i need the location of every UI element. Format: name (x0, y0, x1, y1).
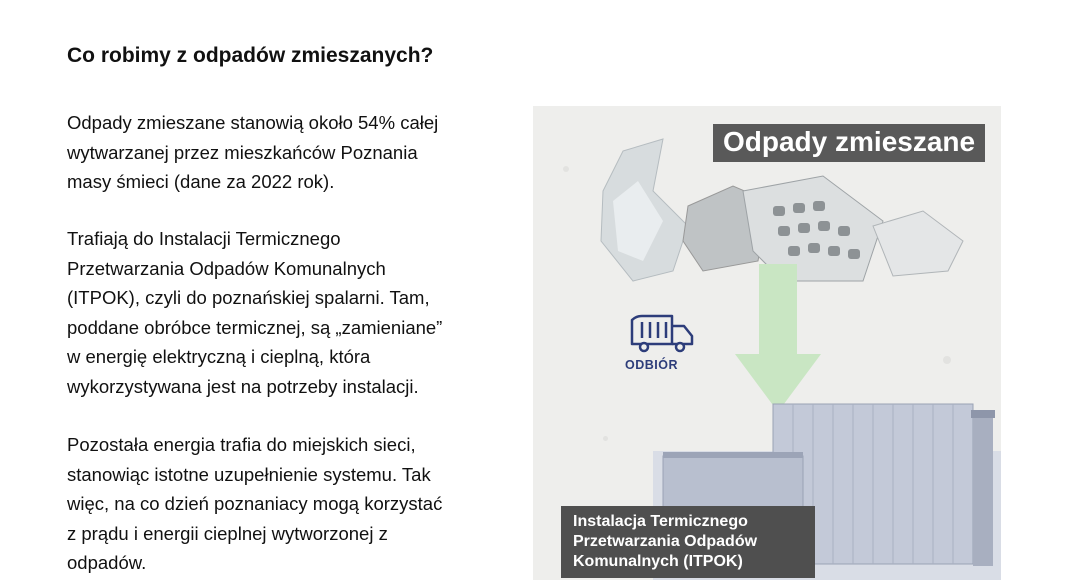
paragraph-line: Odpady zmieszane stanowią około 54% całej (67, 112, 439, 133)
paragraph-line: w energię elektryczną i cieplną, która (67, 346, 371, 367)
paragraph-3 (67, 430, 442, 578)
tower (973, 416, 993, 566)
paper-texture (943, 356, 951, 364)
plastic-bag (873, 211, 963, 276)
article-heading: Co robimy z odpadów zmieszanych? (67, 44, 434, 67)
truck-label: ODBIÓR (625, 358, 678, 372)
paragraph-line: poddane obróbce termicznej, są „zamieniane” (67, 316, 443, 338)
roof-edge (663, 452, 803, 458)
factory-label-line: Komunalnych (ITPOK) (573, 553, 743, 570)
paragraph-2 (67, 224, 442, 401)
garbage-truck-icon (628, 314, 698, 354)
waste-infographic (533, 106, 1001, 580)
paragraph-line: (ITPOK), czyli do poznańskiej spalarni. Tam, (67, 287, 430, 308)
down-arrow-icon (733, 264, 823, 414)
paragraph-line: stanowiąc istotne uzupełnienie systemu. Tak (67, 463, 431, 485)
paragraph-line: więc, na co dzień poznaniacy mogą korzystać (67, 493, 443, 514)
paragraph-line: Przetwarzania Odpadów Komunalnych (67, 257, 386, 279)
factory-label (561, 506, 815, 578)
paragraph-line: wytwarzanej przez mieszkańców Poznania (67, 141, 418, 163)
tower-top (971, 410, 995, 418)
paragraph-1 (67, 108, 438, 197)
factory-label-line: Przetwarzania Odpadów (573, 533, 758, 550)
infographic-title: Odpady zmieszane (713, 124, 985, 162)
paragraph-line: Trafiają do Instalacji Termicznego (67, 228, 341, 249)
paragraph-line: z prądu i energii cieplnej wytworzonej z (67, 522, 388, 544)
paragraph-line: Pozostała energia trafia do miejskich sieci, (67, 434, 416, 455)
paper-texture (563, 166, 569, 172)
paragraph-line: odpadów. (67, 552, 147, 573)
paragraph-line: masy śmieci (dane za 2022 rok). (67, 171, 335, 192)
paragraph-line: wykorzystywana jest na potrzeby instalacji. (67, 375, 419, 397)
factory-label-line: Instalacja Termicznego (573, 513, 748, 530)
paper-texture (603, 436, 608, 441)
